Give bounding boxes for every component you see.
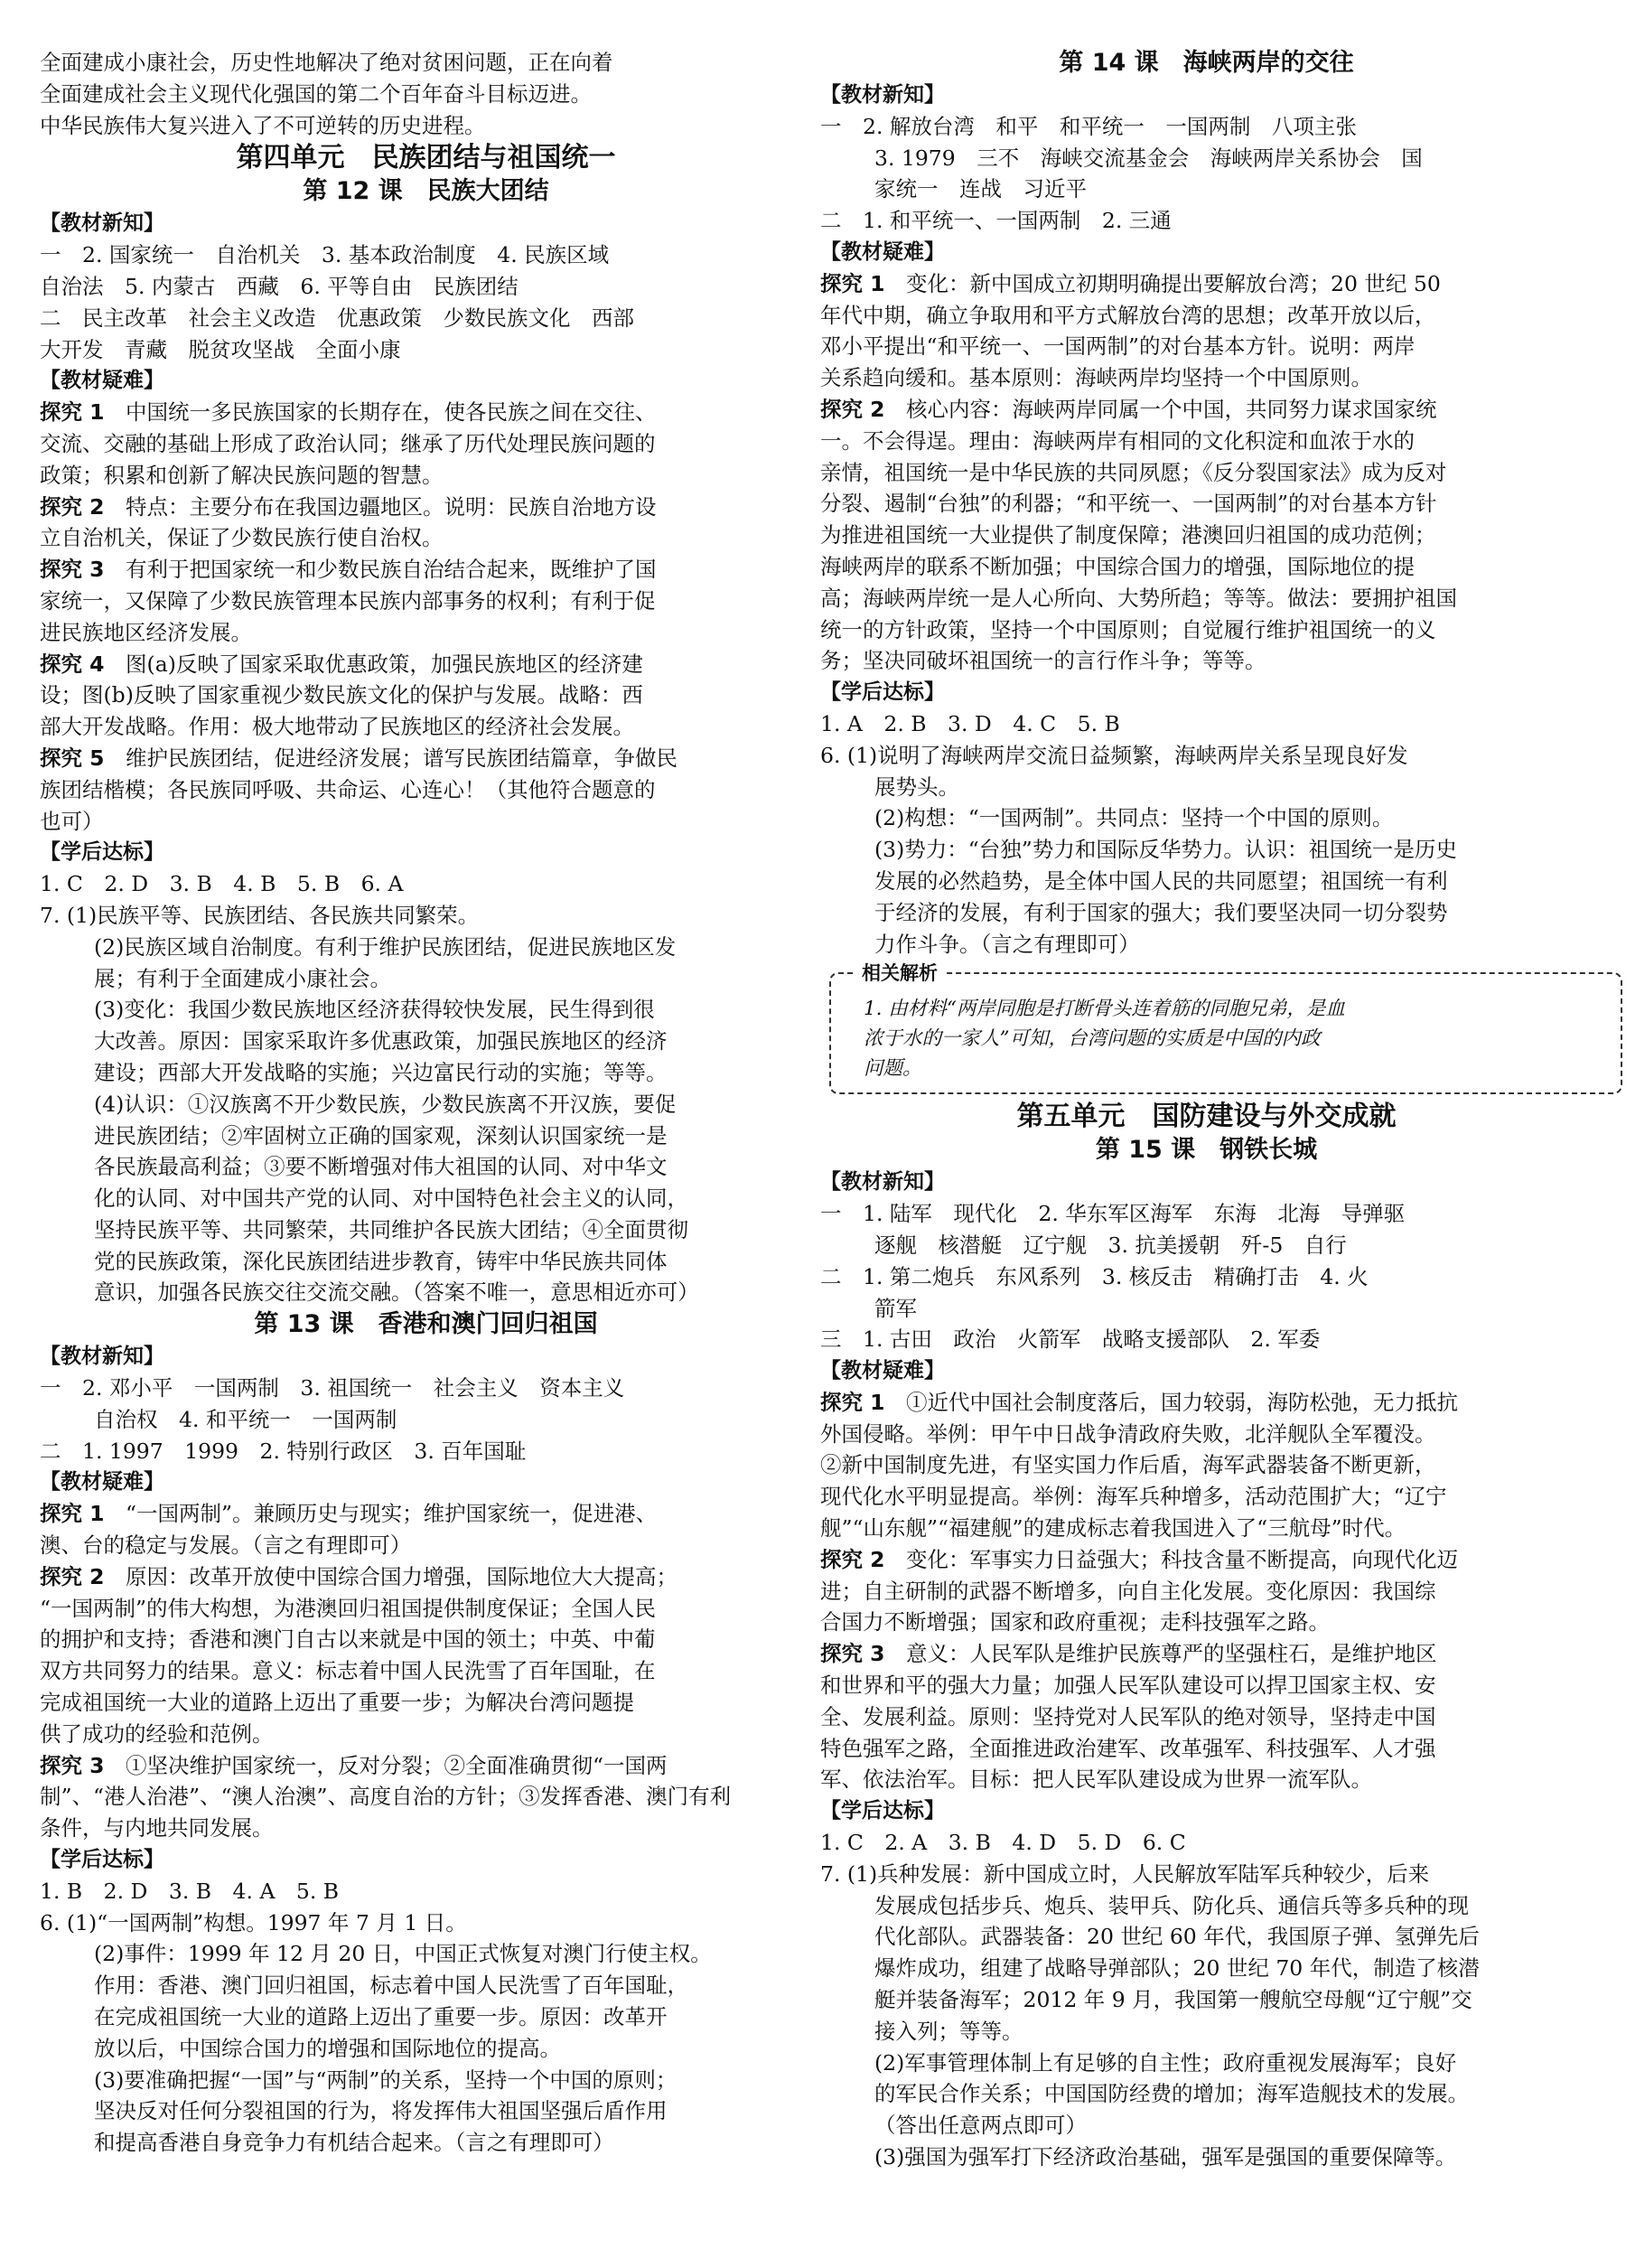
explore-line: [820, 268, 1593, 300]
section-heading: 【教材新知】: [40, 1345, 164, 1369]
new-knowledge-line: 一 1. 陆军 现代化 2. 华东军区海军 东海 北海 导弹驱: [820, 1201, 1406, 1227]
answer-line: 化的认同、对中国共产党的认同、对中国特色社会主义的认同，: [94, 1186, 688, 1212]
explore-line: [40, 617, 812, 649]
new-knowledge-line: 自治法 5. 内蒙古 西藏 6. 平等自由 民族团结: [40, 273, 519, 299]
explore-line: [820, 300, 1593, 332]
explore-text: 特点：主要分布在我国边疆地区。说明：民族自治地方设: [104, 493, 657, 520]
explore-line: [40, 1624, 812, 1655]
explore-text: 条件，与内地共同发展。: [40, 1815, 274, 1842]
answer-line: 7. (1)民族平等、民族团结、各民族共同繁荣。: [40, 902, 480, 928]
new-knowledge-line: 一 2. 国家统一 自治机关 3. 基本政治制度 4. 民族区域: [40, 242, 610, 268]
new-knowledge-line: 二 民主改革 社会主义改造 优惠政策 少数民族文化 西部: [40, 305, 634, 331]
explore-line: [40, 711, 812, 743]
new-knowledge-line: 二 1. 1997 1999 2. 特别行政区 3. 百年国耻: [40, 1438, 527, 1464]
explore-line: [820, 1733, 1593, 1765]
analysis-line: 浓于水的一家人”可知，台湾问题的实质是中国的内政: [864, 1027, 1321, 1051]
explore-text: 进民族地区经济发展。: [40, 619, 252, 645]
explore-line: [820, 583, 1593, 614]
analysis-box-title: 相关解析: [853, 961, 947, 985]
explore-label: 探究 1: [820, 1389, 885, 1415]
answer-line: (2)构想：“一国两制”。共同点：坚持一个中国的原则。: [874, 805, 1394, 831]
explore-text: 部大开发战略。作用：极大地带动了民族地区的经济社会发展。: [40, 714, 634, 740]
unit-title: 第五单元 国防建设与外交成就: [1016, 1101, 1397, 1133]
answer-line: 和提高香港自身竞争力有机结合起来。（言之有理即可）: [94, 2130, 614, 2156]
section-heading: 【教材疑难】: [40, 1470, 164, 1495]
answer-line: 1. C 2. D 3. B 4. B 5. B 6. A: [40, 871, 404, 897]
explore-label: 探究 5: [40, 745, 105, 771]
section-heading: 【教材疑难】: [820, 239, 945, 264]
explore-line: [820, 488, 1593, 520]
explore-label: 探究 3: [820, 1641, 885, 1667]
answer-line: 接入列；等等。: [874, 2018, 1023, 2044]
explore-text: 进；自主研制的武器不断增多，向自主化发展。变化原因：我国综: [820, 1578, 1436, 1604]
answer-line: 进民族团结；②牢固树立正确的国家观，深刻认识国家统一是: [94, 1122, 668, 1148]
explore-text: 图(a)反映了国家采取优惠政策，加强民族地区的经济建: [104, 651, 643, 677]
lesson-title: 第 14 课 海峡两岸的交往: [1059, 49, 1354, 77]
section-heading: 【学后达标】: [820, 1799, 945, 1823]
answer-line: 大改善。原因：国家采取许多优惠政策，加强民族地区的经济: [94, 1028, 668, 1054]
explore-text: 变化：新中国成立初期明确提出要解放台湾；20 世纪 50: [884, 270, 1441, 296]
explore-line: [40, 1561, 812, 1593]
explore-line: [40, 1530, 812, 1561]
answer-line: 1. A 2. B 3. D 4. C 5. B: [820, 710, 1120, 736]
explore-text: 舰”“山东舰”“福建舰”的建成标志着我国进入了“三航母”时代。: [820, 1515, 1406, 1542]
answer-line: 展势头。: [874, 773, 959, 800]
explore-text: 邓小平提出“和平统一、一国两制”的对台基本方针。说明：两岸: [820, 333, 1416, 360]
answer-line: 代化部队。武器装备：20 世纪 60 年代，我国原子弹、氢弹先后: [874, 1924, 1480, 1950]
answer-line: (3)强国为强军打下经济政治基础，强军是强国的重要保障等。: [874, 2144, 1457, 2170]
explore-label: 探究 2: [820, 1546, 885, 1572]
explore-line: [820, 1544, 1593, 1576]
explore-text: 为推进祖国统一大业提供了制度保障；港澳回归祖国的成功范例；: [820, 522, 1436, 548]
explore-text: 意义：人民军队是维护民族尊严的坚强柱石，是维护地区: [884, 1641, 1437, 1667]
answer-line: (2)事件：1999 年 12 月 20 日，中国正式恢复对澳门行使主权。: [94, 1941, 712, 1967]
explore-text: 也可）: [40, 808, 104, 834]
answer-line: 1. B 2. D 3. B 4. A 5. B: [40, 1878, 340, 1904]
explore-text: 高；海峡两岸统一是人心所向、大势所趋；等等。做法：要拥护祖国: [820, 585, 1457, 611]
lesson-title: 第 15 课 钢铁长城: [1095, 1136, 1318, 1165]
explore-line: [40, 1593, 812, 1625]
new-knowledge-line: 大开发 青藏 脱贫攻坚战 全面小康: [40, 336, 401, 362]
analysis-line: 1. 由材料“两岸同胞是打断骨头连着筋的同胞兄弟，是血: [864, 998, 1345, 1021]
explore-text: 维护民族团结，促进经济发展；谱写民族团结篇章，争做民: [104, 745, 678, 771]
answer-line: 作用：香港、澳门回归祖国，标志着中国人民洗雪了百年国耻，: [94, 1973, 688, 1999]
explore-text: 澳、台的稳定与发展。（言之有理即可）: [40, 1532, 412, 1559]
explore-text: 立自治机关，保证了少数民族行使自治权。: [40, 525, 444, 551]
explore-line: [820, 362, 1593, 394]
explore-line: [40, 397, 812, 428]
answer-line: 6. (1)说明了海峡两岸交流日益频繁，海峡两岸关系呈现良好发: [820, 742, 1408, 768]
explore-line: [40, 743, 812, 774]
answer-line: 展；有利于全面建成小康社会。: [94, 965, 391, 991]
explore-text: 设；图(b)反映了国家重视少数民族文化的保护与发展。战略：西: [40, 682, 643, 708]
explore-text: 军、依法治军。目标：把人民军队建设成为世界一流军队。: [820, 1767, 1372, 1793]
explore-text: 变化：军事实力日益强大；科技含量不断提高，向现代化迈: [884, 1546, 1459, 1572]
explore-text: 政策；积累和创新了解决民族问题的智慧。: [40, 462, 444, 488]
answer-line: (2)军事管理体制上有足够的自主性；政府重视发展海军；良好: [874, 2049, 1457, 2076]
explore-text: 分裂、遏制“台独”的利器；“和平统一、一国两制”的对台基本方针: [820, 491, 1437, 517]
explore-line: [820, 1764, 1593, 1795]
intro-line: 全面建成社会主义现代化强国的第二个百年奋斗目标迈进。: [40, 80, 592, 107]
right-column: [820, 47, 1593, 2173]
answer-line: 发展的必然趋势，是全体中国人民的共同愿望；祖国统一有利: [874, 867, 1448, 894]
explore-label: 探究 1: [820, 270, 885, 296]
explore-text: 一。不会得逞。理由：海峡两岸有相同的文化积淀和血浓于水的: [820, 427, 1415, 454]
new-knowledge-line: 箭军: [874, 1295, 917, 1321]
explore-text: 海峡两岸的联系不断加强；中国综合国力的增强，国际地位的提: [820, 553, 1415, 579]
explore-line: [820, 457, 1593, 489]
analysis-box: [829, 962, 1622, 1094]
explore-text: 关系趋向缓和。基本原则：海峡两岸均坚持一个中国原则。: [820, 365, 1372, 391]
explore-line: [820, 394, 1593, 426]
explore-label: 探究 1: [40, 1501, 105, 1527]
explore-line: [40, 774, 812, 806]
section-heading: 【教材新知】: [820, 83, 945, 107]
explore-label: 探究 2: [40, 493, 105, 520]
explore-text: 原因：改革开放使中国综合国力增强，国际地位大大提高；: [104, 1563, 678, 1589]
explore-text: ①近代中国社会制度落后，国力较弱，海防松弛，无力抵抗: [884, 1389, 1459, 1415]
answer-line: (2)民族区域自治制度。有利于维护民族团结，促进民族地区发: [94, 933, 677, 960]
new-knowledge-line: 一 2. 邓小平 一国两制 3. 祖国统一 社会主义 资本主义: [40, 1375, 625, 1401]
answer-line: 艇并装备海军；2012 年 9 月，我国第一艘航空母舰“辽宁舰”交: [874, 1987, 1472, 2013]
explore-line: [820, 1481, 1593, 1513]
explore-line: [820, 1638, 1593, 1670]
explore-line: [40, 1781, 812, 1813]
left-column: [40, 47, 812, 2159]
section-heading: 【教材疑难】: [820, 1359, 945, 1383]
section-heading: 【学后达标】: [40, 1848, 164, 1872]
explore-line: [820, 426, 1593, 457]
explore-line: [820, 1701, 1593, 1733]
explore-line: [40, 1719, 812, 1750]
section-heading: 【学后达标】: [820, 680, 945, 705]
explore-text: 双方共同努力的结果。意义：标志着中国人民洗雪了百年国耻，在: [40, 1658, 656, 1684]
new-knowledge-line: 3. 1979 三不 海峡交流基金会 海峡两岸关系协会 国: [874, 145, 1423, 171]
answer-line: 于经济的发展，有利于国家的强大；我们要坚决同一切分裂势: [874, 899, 1448, 925]
explore-line: [820, 1670, 1593, 1701]
explore-text: 供了成功的经验和范例。: [40, 1720, 274, 1747]
explore-line: [40, 1655, 812, 1687]
answer-line: 7. (1)兵种发展：新中国成立时，人民解放军陆军兵种较少，后来: [820, 1860, 1430, 1887]
explore-label: 探究 3: [40, 1752, 105, 1778]
explore-line: [820, 1607, 1593, 1638]
analysis-line: 问题。: [864, 1057, 922, 1081]
explore-text: 现代化水平明显提高。举例：海军兵种增多，活动范围扩大；“辽宁: [820, 1484, 1447, 1510]
answer-line: 的军民合作关系；中国国防经费的增加；海军造舰技术的发展。: [874, 2081, 1469, 2107]
explore-text: 核心内容：海峡两岸同属一个中国，共同努力谋求国家统: [884, 396, 1437, 422]
explore-line: [820, 551, 1593, 583]
explore-text: 有利于把国家统一和少数民族自治结合起来，既维护了国: [104, 557, 657, 583]
explore-text: 家统一，又保障了少数民族管理本民族内部事务的权利；有利于促: [40, 587, 656, 614]
new-knowledge-line: 自治权 4. 和平统一 一国两制: [94, 1406, 397, 1432]
explore-text: 年代中期，确立争取用和平方式解放台湾的思想；改革开放以后，: [820, 302, 1436, 328]
explore-line: [40, 649, 812, 680]
answer-line: 建设；西部大开发战略的实施；兴边富民行动的实施；等等。: [94, 1059, 668, 1085]
new-knowledge-line: 二 1. 第二炮兵 东风系列 3. 核反击 精确打击 4. 火: [820, 1263, 1369, 1289]
answer-line: (4)认识：①汉族离不开少数民族，少数民族离不开汉族，要促: [94, 1091, 677, 1117]
explore-label: 探究 2: [40, 1563, 105, 1589]
answer-line: （答出任意两点即可）: [874, 2113, 1087, 2139]
answer-line: 6. (1)“一国两制”构想。1997 年 7 月 1 日。: [40, 1909, 467, 1935]
answer-line: (3)要准确把握“一国”与“两制”的关系，坚持一个中国的原则；: [94, 2067, 678, 2093]
explore-line: [820, 331, 1593, 362]
explore-text: 的拥护和支持；香港和澳门自古以来就是中国的领土；中英、中葡: [40, 1626, 656, 1653]
lesson-title: 第 12 课 民族大团结: [303, 177, 549, 206]
explore-line: [40, 554, 812, 586]
explore-line: [820, 1576, 1593, 1607]
answer-line: 力作斗争。（言之有理即可）: [874, 931, 1140, 957]
explore-text: 合国力不断增强；国家和政府重视；走科技强军之路。: [820, 1609, 1330, 1635]
answer-line: (3)势力：“台独”势力和国际反华势力。认识：祖国统一是历史: [874, 837, 1457, 863]
explore-text: 中国统一多民族国家的长期存在，使各民族之间在交往、: [104, 399, 657, 426]
explore-line: [40, 1813, 812, 1844]
answer-line: 放以后，中国综合国力的增强和国际地位的提高。: [94, 2035, 561, 2061]
answer-line: 1. C 2. A 3. B 4. D 5. D 6. C: [820, 1830, 1186, 1856]
new-knowledge-line: 逐舰 核潜艇 辽宁舰 3. 抗美援朝 歼-5 自行: [874, 1232, 1347, 1258]
explore-line: [820, 1387, 1593, 1419]
explore-text: ①坚决维护国家统一，反对分裂；②全面准确贯彻“一国两: [104, 1752, 668, 1778]
unit-title: 第四单元 民族团结与祖国统一: [236, 142, 616, 174]
explore-line: [820, 645, 1593, 677]
explore-line: [40, 1498, 812, 1530]
answer-line: 各民族最高利益；③要不断增强对伟大祖国的认同、对中华文: [94, 1154, 668, 1180]
new-knowledge-line: 二 1. 和平统一、一国两制 2. 三通: [820, 208, 1172, 234]
answer-line: 坚持民族平等、共同繁荣，共同维护各民族大团结；④全面贯彻: [94, 1216, 688, 1242]
explore-line: [820, 1513, 1593, 1544]
explore-text: 外国侵略。举例：甲午中日战争清政府失败，北洋舰队全军覆没。: [820, 1420, 1436, 1447]
explore-line: [820, 1449, 1593, 1481]
answer-line: 意识，加强各民族交往交流交融。（答案不唯一，意思相近亦可）: [94, 1279, 699, 1306]
explore-line: [40, 1687, 812, 1719]
explore-line: [40, 586, 812, 617]
explore-text: “一国两制”的伟大构想，为港澳回归祖国提供制度保证；全国人民: [40, 1595, 657, 1621]
explore-text: 全、发展利益。原则：坚持党对人民军队的绝对领导，坚持走中国: [820, 1703, 1436, 1729]
explore-line: [820, 614, 1593, 646]
explore-line: [40, 522, 812, 554]
section-heading: 【教材新知】: [40, 211, 164, 236]
section-heading: 【教材新知】: [820, 1170, 945, 1195]
explore-label: 探究 2: [820, 396, 885, 422]
explore-text: 务；坚决同破坏祖国统一的言行作斗争；等等。: [820, 648, 1266, 674]
explore-text: 制”、“港人治港”、“澳人治澳”、高度自治的方针；③发挥香港、澳门有利: [40, 1784, 732, 1810]
explore-label: 探究 3: [40, 557, 105, 583]
explore-text: 交流、交融的基础上形成了政治认同；继承了历代处理民族问题的: [40, 430, 656, 456]
explore-label: 探究 4: [40, 651, 105, 677]
intro-line: 中华民族伟大复兴进入了不可逆转的历史进程。: [40, 112, 486, 138]
new-knowledge-line: 一 2. 解放台湾 和平 和平统一 一国两制 八项主张: [820, 113, 1357, 139]
explore-line: [820, 520, 1593, 551]
explore-text: 亲情，祖国统一是中华民族的共同夙愿；《反分裂国家法》成为反对: [820, 459, 1447, 485]
explore-text: 特色强军之路，全面推进政治建军、改革强军、科技强军、人才强: [820, 1735, 1436, 1761]
section-heading: 【教材疑难】: [40, 369, 164, 393]
section-heading: 【学后达标】: [40, 840, 164, 865]
explore-line: [40, 806, 812, 838]
explore-text: 族团结楷模；各民族同呼吸、共命运、心连心！（其他符合题意的: [40, 776, 656, 802]
explore-text: 完成祖国统一大业的道路上迈出了重要一步；为解决台湾问题提: [40, 1690, 634, 1716]
answer-line: 坚决反对任何分裂祖国的行为，将发挥伟大祖国坚强后盾作用: [94, 2098, 668, 2124]
explore-line: [40, 492, 812, 523]
explore-line: [40, 1750, 812, 1782]
lesson-title: 第 13 课 香港和澳门回归祖国: [254, 1310, 598, 1339]
answer-line: (3)变化：我国少数民族地区经济获得较快发展，民生得到很: [94, 997, 655, 1023]
explore-text: “一国两制”。兼顾历史与现实；维护国家统一，促进港、: [104, 1501, 658, 1527]
explore-label: 探究 1: [40, 399, 105, 426]
answer-line: 爆炸成功，组建了战略导弹部队；20 世纪 70 年代，制造了核潜: [874, 1955, 1480, 1982]
new-knowledge-line: 三 1. 古田 政治 火箭军 战略支援部队 2. 军委: [820, 1326, 1321, 1353]
answer-line: 在完成祖国统一大业的道路上迈出了重要一步。原因：改革开: [94, 2004, 668, 2030]
explore-line: [40, 679, 812, 711]
answer-line: 发展成包括步兵、炮兵、装甲兵、防化兵、通信兵等多兵种的现: [874, 1892, 1469, 1918]
new-knowledge-line: 家统一 连战 习近平: [874, 176, 1087, 202]
answer-line: 党的民族政策，深化民族团结进步教育，铸牢中华民族共同体: [94, 1248, 668, 1274]
explore-line: [820, 1419, 1593, 1450]
explore-line: [40, 460, 812, 492]
explore-text: 和世界和平的强大力量；加强人民军队建设可以捍卫国家主权、安: [820, 1673, 1436, 1699]
explore-text: ②新中国制度先进，有坚实国力作后盾，海军武器装备不断更新，: [820, 1452, 1436, 1478]
explore-line: [40, 428, 812, 460]
explore-text: 统一的方针政策，坚持一个中国原则；自觉履行维护祖国统一的义: [820, 616, 1436, 642]
intro-line: 全面建成小康社会，历史性地解决了绝对贫困问题，正在向着: [40, 50, 613, 75]
